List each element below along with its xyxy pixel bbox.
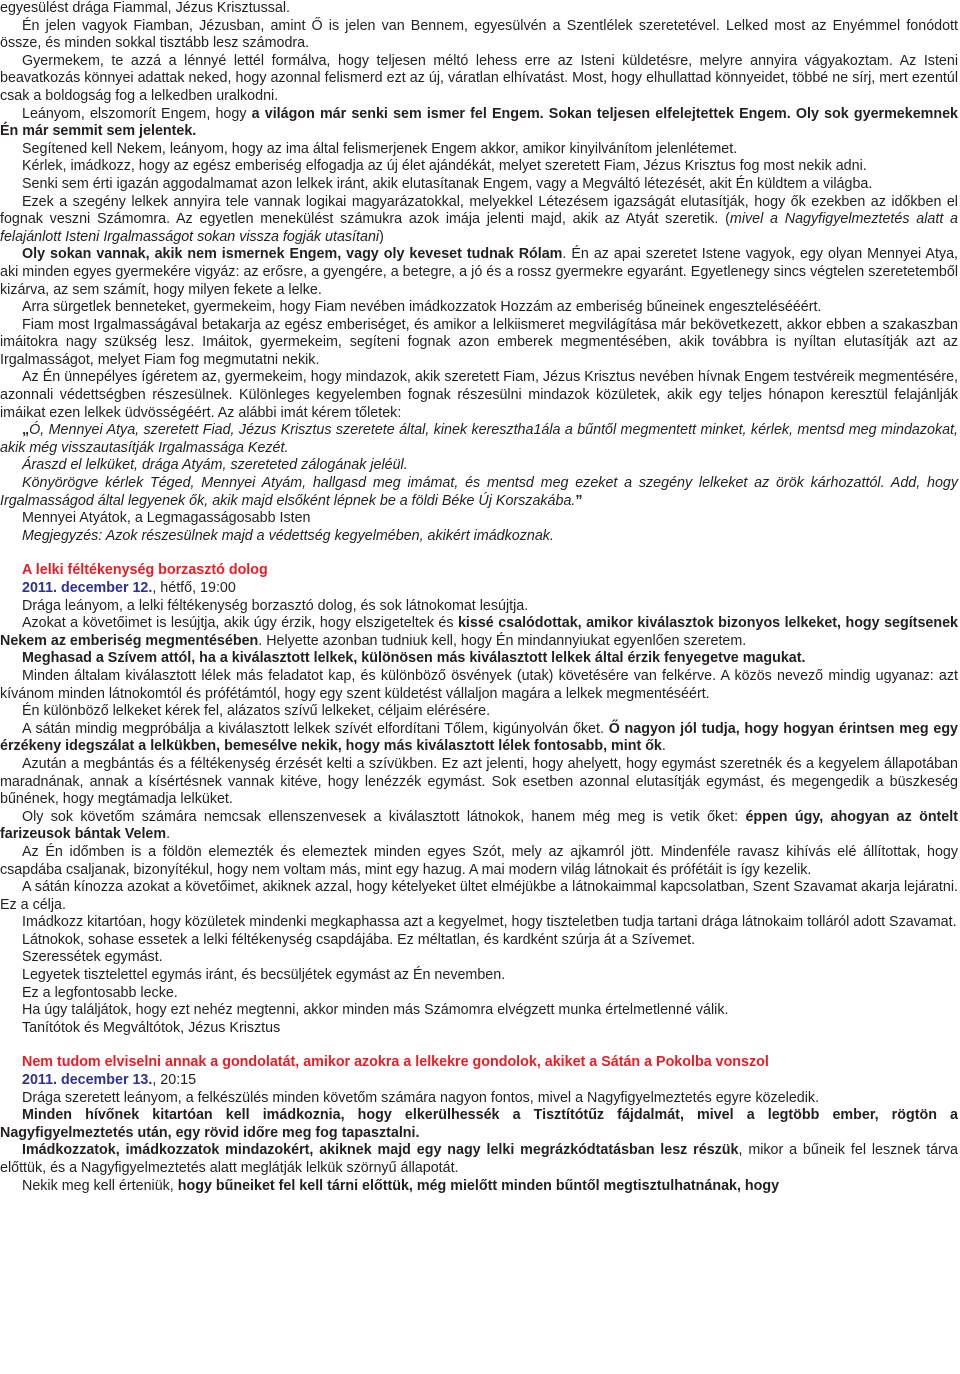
paragraph — [0, 879, 958, 914]
bold-text: éppen úgy, ahogyan az öntelt farizeusok bántak Velem — [0, 808, 958, 843]
paragraph — [0, 194, 958, 247]
text: Imádkozz kitartóan, hogy közületek mindenki megkaphassa azt a kegyelmet, hogy tiszteletben tudja tartani drága látnokaim tolláról adott Szavamat. — [22, 914, 957, 931]
paragraph — [0, 703, 958, 721]
paragraph — [0, 18, 958, 53]
paragraph — [0, 299, 958, 317]
text: Fiam most Irgalmasságával betakarja az egész emberiséget, és amikor a lelkiismeret megvilágítása már bekövetkezett, akkor ebben a szakaszban imáitokra nagy szükség lesz. Imáitok, gyermekeim, segíteni fognak azon emberek megmentésében, akik továbbra is nyíltan elutasítják azt az Irgalmasságot, melyet Fiam fog megmutatni nekik. — [0, 316, 958, 368]
italic-text: Könyörögve kérlek Téged, Mennyei Atyám, hallgasd meg imámat, és mentsd meg ezeket a szegény lelkeket az örök kárhozattól. Add, hogy Irgalmasságod által legyenek ők, akik majd elsőként lépnek be a földi Béke Új Korszakába. — [0, 475, 958, 509]
text: Senki sem érti igazán aggodalmamat azon lelkek iránt, akik elutasítanak Engem, vagy a Megváltó létezését, akit Én küldtem a világba. — [22, 175, 873, 192]
paragraph — [0, 949, 958, 967]
paragraph — [0, 1090, 958, 1108]
text: egyesülést drága Fiammal, Jézus Krisztussal. — [0, 0, 291, 16]
section-gap — [0, 545, 958, 562]
text: Mennyei Atyátok, a Legmagasságosabb Isten — [22, 510, 311, 527]
paragraph — [0, 844, 958, 879]
text: Leányom, elszomorít Engem, hogy — [22, 105, 252, 122]
bold-text: a világon már senki sem ismer fel Engem. Sokan teljesen elfelejtettek Engem. Oly sok gyermekemnek Én már semmit sem jelentek. — [0, 105, 958, 140]
paragraph — [0, 106, 958, 141]
text: . Én az apai szeretet Istene vagyok, egy olyan Mennyei Atya, aki minden egyes gyermekére vigyáz: az erősre, a gyengére, a betegre, a jó és a rossz gyermekre egyaránt. Egyetlenegy sincs végtelen szeretetemből kizárva, az sem számít, hogy milyen fekete a lelke. — [0, 246, 958, 298]
note — [0, 528, 958, 546]
paragraph — [0, 317, 958, 370]
section-title — [0, 1054, 958, 1072]
bold-text: Ő nagyon jól tudja, hogy hogyan érintsen meg egy érzékeny idegszálat a lelkükben, bemesélve nekik, hogy más kiválasztott lélek fontosabb, mint ők — [0, 720, 958, 755]
paragraph — [0, 809, 958, 844]
text: A sátán mindig megpróbálja a kiválasztott lelkek szívét elfordítani Tőlem, kigúnyolván őket. — [22, 720, 609, 737]
section-date — [0, 1072, 958, 1090]
text: Drága szeretett leányom, a felkészülés minden követőm számára nagyon fontos, mivel a Nagyfigyelmeztetés egyre közeledik. — [22, 1089, 820, 1106]
text: Ez a legfontosabb lecke. — [22, 984, 178, 1001]
text: Az Én ünnepélyes ígéretem az, gyermekeim, hogy mindazok, akik szeretett Fiam, Jézus Krisztus nevében hívnak Engem testvéreik megmentésére, azonnali védettségben részesülnek. Különleges kegyelemben fognak részesülni mindazok közületek, akik egy teljes hónapon keresztül felajánlják imáikat ezen lelkek üdvösségéért. Az alábbi imát kérem tőletek: — [0, 369, 958, 421]
title-text: Nem tudom elviselni annak a gondolatát, amikor azokra a lelkekre gondolok, akiket a Sátán a Pokolba vonszol — [22, 1054, 769, 1071]
section-date — [0, 580, 958, 598]
text: A sátán kínozza azokat a követőimet, akiknek azzal, hogy kételyeket ültet elméjükbe a látnokaimmal kapcsolatban, Szent Szavamat akarja lejáratni. Ez a célja. — [0, 879, 958, 913]
paragraph — [0, 668, 958, 703]
bold-text: hogy bűneiket fel kell tárni előttük, még mielőtt minden bűntől megtisztulhatnának, hogy — [177, 1177, 780, 1194]
bold-text: Meghasad a Szívem attól, ha a kiválasztott lelkek, különösen más kiválasztott lelkek által érzik fenyegetve magukat. — [22, 650, 806, 667]
text: Ezek a szegény lelkek annyira tele vannak logikai magyarázatokkal, melyekkel Létezésem igazságát elutasítják, hogy ők ezekben az időkben el fognak veszni Számomra. Az egyetlen menekülést számukra azok imája jelenti majd, akik az Atyát szeretik. ( — [0, 193, 958, 228]
text: . — [661, 738, 666, 755]
paragraph — [0, 598, 958, 616]
paragraph — [0, 967, 958, 985]
paragraph — [0, 932, 958, 950]
text: Arra sürgetlek benneteket, gyermekeim, hogy Fiam nevében imádkozzatok Hozzám az emberiség bűneinek engesztelésééért. — [22, 299, 822, 316]
text: ) — [379, 228, 384, 245]
paragraph — [0, 1142, 958, 1177]
title-text: A lelki féltékenység borzasztó dolog — [22, 562, 268, 579]
paragraph — [0, 141, 958, 159]
date-rest: , 20:15 — [152, 1072, 197, 1089]
prayer-paragraph — [0, 457, 958, 475]
paragraph — [0, 650, 958, 668]
bold-text: Oly sokan vannak, akik nem ismernek Engem, vagy oly keveset tudnak Rólam — [22, 246, 563, 263]
italic-text: Megjegyzés: Azok részesülnek majd a védettség kegyelmében, akikért imádkoznak. — [22, 527, 554, 544]
text: Tanítótok és Megváltótok, Jézus Krisztus — [22, 1019, 281, 1036]
signature — [0, 510, 958, 528]
text: Én jelen vagyok Fiamban, Jézusban, amint Ő is jelen van Bennem, egyesülvén a Szentlélek szeretetével. Lelked most az Enyémmel fonódott össze, és minden sokkal tisztább lesz számodra. — [0, 17, 958, 52]
text: Drága leányom, a lelki féltékenység borzasztó dolog, és sok látnokomat lesújtja. — [22, 597, 529, 614]
text: Legyetek tisztelettel egymás iránt, és becsüljétek egymást az Én nevemben. — [22, 967, 506, 984]
paragraph — [0, 0, 958, 18]
paragraph — [0, 53, 958, 106]
text: Ha úgy találjátok, hogy ezt nehéz megtenni, akkor minden más Számomra elvégzett munka értelmetlenné válik. — [22, 1002, 729, 1019]
text: Azokat a követőimet is lesújtja, akik úgy érzik, hogy elszigeteltek és — [22, 615, 458, 632]
paragraph — [0, 1002, 958, 1020]
bold-text: Imádkozzatok, imádkozzatok mindazokért, akiknek majd egy nagy lelki megrázkódtatásban lesz részük — [22, 1142, 739, 1159]
text: Minden általam kiválasztott lélek más feladatot kap, és különböző ösvények (utak) követésére van felkérve. A közös nevező mindig ugyanaz: azt kívánom minden látnokomtól és prófétámtól, hogy egy szent küldetést vállaljon magára a lelkek megmentéséért. — [0, 667, 958, 702]
paragraph — [0, 1178, 958, 1196]
date-rest: , hétfő, 19:00 — [152, 580, 236, 596]
paragraph — [0, 158, 958, 176]
prayer-paragraph — [0, 422, 958, 457]
text: . Helyette azonban tudniuk kell, hogy Én mindannyiukat egyenlően szeretem. — [258, 632, 747, 649]
bold-text: Minden hívőnek kitartóan kell imádkoznia, hogy elkerülhessék a Tisztítótűz fájdalmát, mivel a legtöbb ember, rögtön a Nagyfigyelmeztetés után, egy rövid időre meg fog tapasztalni. — [0, 1107, 958, 1141]
paragraph — [0, 721, 958, 756]
text: Nekik meg kell érteniük, — [22, 1177, 178, 1194]
section-gap — [0, 1037, 958, 1054]
date-link[interactable]: 2011. december 12. — [22, 580, 153, 596]
paragraph — [0, 176, 958, 194]
paragraph — [0, 1107, 958, 1142]
signature — [0, 1020, 958, 1038]
text: Látnokok, sohase essetek a lelki féltékenység csapdájába. Ez méltatlan, és kardként szúrja át a Szívemet. — [22, 931, 696, 948]
paragraph — [0, 246, 958, 299]
prayer-paragraph — [0, 475, 958, 510]
text: Gyermekem, te azzá a lénnyé lettél formálva, hogy teljesen méltó lehess erre az Isteni küldetésre, melyre annyira vágyakoztam. Az Isteni beavatkozás könnyei adattak neked, hogy azonnal felismerd ezt az új, váratlan elhívatást. Most, hogy elhullattad könnyeidet, többé ne sírj, mert ezentúl csak a boldogság fog a lelkedben uralkodni. — [0, 52, 958, 104]
paragraph — [0, 985, 958, 1003]
text: Azután a megbántás és a féltékenység érzését kelti a szívükben. Ez azt jelenti, hogy ahelyett, hogy egymást szeretnék és a kegyelem állapotában maradnának, annak a kísértésnek vannak kitéve, hogy lenézzék egymást. Sok esetben azonnal elutasítják egymást, és megengedik a büszkeség bűnének, hogy megtámadja lelküket. — [0, 755, 958, 808]
paragraph — [0, 914, 958, 932]
section-title — [0, 562, 958, 580]
quote-mark: ” — [575, 492, 583, 509]
text: Kérlek, imádkozz, hogy az egész emberiség elfogadja az új élet ajándékát, melyet szeretett Fiam, Jézus Krisztus fog most nekik adni. — [22, 158, 867, 175]
italic-text: Ó, Mennyei Atya, szeretett Fiad, Jézus Krisztus szeretete által, kinek keresztha1ála a bűntől megmentett minket, kérlek, mentsd meg mindazokat, akik még visszautasítják Irgalmassága Kezét. — [0, 422, 958, 456]
italic-text: mivel a Nagyfigyelmeztetés alatt a felajánlott Isteni Irgalmasságot sokan vissza fogják utasítani — [0, 211, 958, 245]
italic-text: Áraszd el lelküket, drága Atyám, szereteted zálogának jeléül. — [22, 457, 408, 474]
bold-text: kissé csalódottak, amikor kiválasztok bizonyos lelkeket, hogy segítsenek Nekem az emberiség megmentésében — [0, 615, 958, 649]
text: , mikor a bűneik fel lesznek tárva előttük, és a Nagyfigyelmeztetés alatt meglátják lelkük szörnyű állapotát. — [0, 1142, 958, 1176]
paragraph — [0, 756, 958, 809]
text: Az Én időmben is a földön elemezték és elemeztek minden egyes Szót, mely az ajkamról jött. Mindenféle ravasz kihívás elé állítottak, hogy csapdába csaljanak, bizonyítékul, hogy nem voltam más, mint egy hazug. A mai modern világ látnokait és prófétáit is így kezelik. — [0, 843, 958, 878]
paragraph — [0, 615, 958, 650]
text: Én különböző lelkeket kérek fel, alázatos szívű lelkeket, céljaim elérésére. — [22, 703, 491, 720]
date-link[interactable]: 2011. december 13. — [22, 1072, 153, 1089]
text: . — [166, 826, 171, 843]
quote-mark: „ — [22, 422, 30, 439]
text: Szeressétek egymást. — [22, 949, 163, 966]
paragraph — [0, 369, 958, 422]
text: Segítened kell Nekem, leányom, hogy az ima által felismerjenek Engem akkor, amikor kinyilvánítom jelenlétemet. — [22, 140, 738, 157]
text: Oly sok követőm számára nemcsak ellenszenvesek a kiválasztott látnokok, hanem még meg is vetik őket: — [22, 808, 746, 825]
